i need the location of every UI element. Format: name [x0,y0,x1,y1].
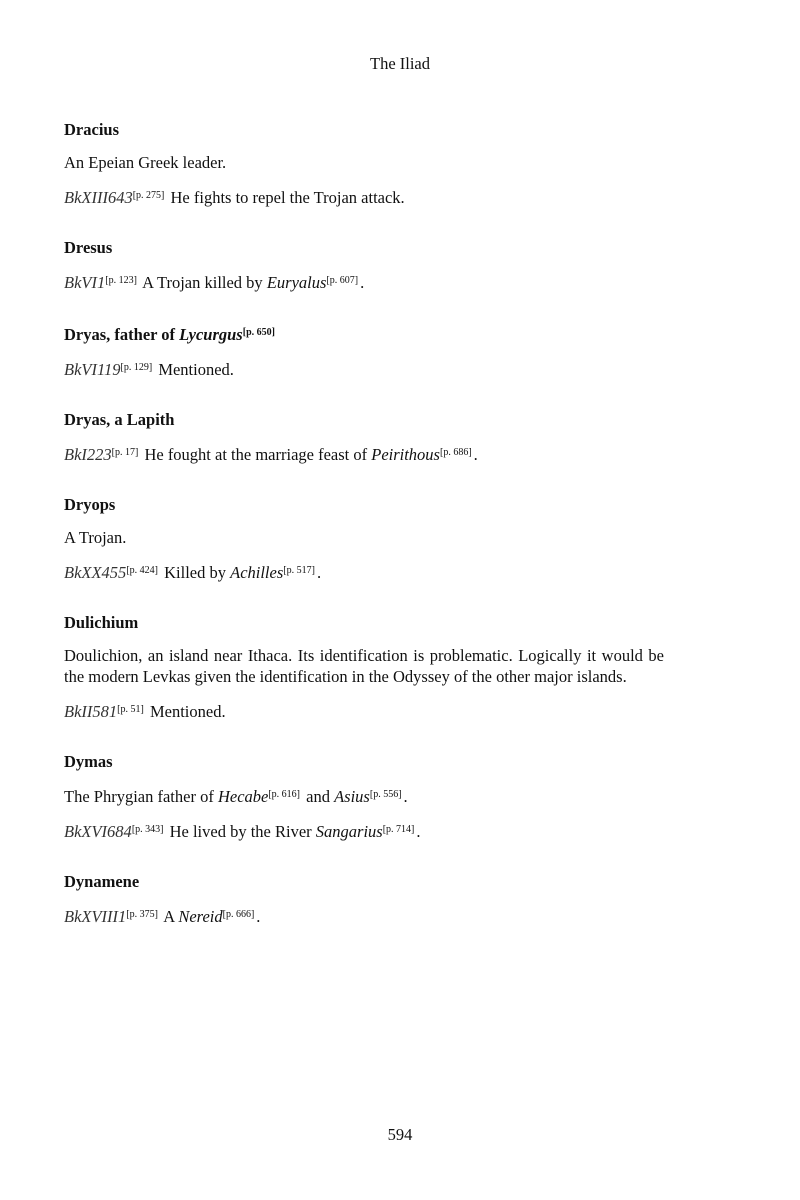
cross-reference-link[interactable]: Euryalus [266,273,327,292]
sentence-end: . [473,445,478,464]
entry-heading: Dulichium [64,613,139,632]
cross-reference-link[interactable]: Achilles [230,563,284,582]
reference-text: A [163,907,175,926]
page-reference: [p. 17] [111,447,139,458]
sentence-end: . [416,822,421,841]
page-reference: [p. 424] [126,565,158,576]
page-number: 594 [387,1125,413,1144]
entry-heading: Dresus [64,238,113,257]
page-reference: [p. 517] [283,565,315,576]
entry-reference [64,560,664,583]
heading-text: Dryas, father of [64,325,176,344]
cross-reference-link[interactable]: Peirithous [371,445,440,464]
page-reference: [p. 616] [268,789,301,800]
reference-text: Mentioned. [158,360,234,379]
reference-text: He lived by the River [169,822,312,841]
heading-cross-reference-link[interactable]: Lycurgus [179,325,243,344]
reference-text: Killed by [164,563,226,582]
sentence-end: . [403,787,408,806]
entry-heading: Dymas [64,752,113,771]
sentence-end: . [256,907,261,926]
entry-dracius [64,120,664,208]
entry-dresus [64,238,664,293]
page-reference: [p. 275] [132,190,165,201]
book-reference-link[interactable]: BkI223 [64,445,112,464]
sentence-end: . [360,273,365,292]
entry-dynamene [64,872,664,927]
entry-heading: Dynamene [64,872,140,891]
entry-reference [64,270,664,293]
reference-text: He fought at the marriage feast of [144,445,368,464]
entry-reference [64,357,664,380]
entry-dryops [64,495,664,583]
page-reference: [p. 51] [117,704,144,715]
book-reference-link[interactable]: BkXVIII1 [64,907,127,926]
page-reference: [p. 343] [131,824,164,835]
entry-dymas [64,752,664,842]
cross-reference-link[interactable]: Hecabe [217,787,269,806]
page-reference: [p. 666] [222,909,255,920]
entry-reference [64,185,664,208]
page-reference: [p. 607] [326,275,359,286]
page-reference: [p. 375] [126,909,158,920]
book-reference-link[interactable]: BkII581 [64,702,118,721]
entry-reference [64,819,664,842]
entry-description [64,784,664,807]
entry-heading: Dryas, a Lapith [64,410,175,429]
reference-text: He fights to repel the Trojan attack. [170,188,405,207]
entry-dryas-lapith [64,410,664,465]
book-reference-link[interactable]: BkVI1 [64,273,106,292]
entry-description: Doulichion, an island near Ithaca. Its identification is problematic. Logically it would be the modern Levkas given the identification in the Odyssey of the other major islands. [64,646,664,686]
cross-reference-link[interactable]: Asius [334,787,370,806]
reference-text: Mentioned. [149,702,226,721]
entry-reference [64,904,664,927]
entry-heading: Dryops [64,495,116,514]
sentence-end: . [316,563,322,582]
description-text: and [306,787,330,806]
page-reference: [p. 714] [382,824,415,835]
cross-reference-link[interactable]: Sangarius [315,822,383,841]
entry-dulichium [64,613,664,722]
entry-reference [64,699,664,722]
book-reference-link[interactable]: BkVI119 [64,360,121,379]
entry-dryas-father [64,323,664,380]
entry-heading: Dracius [64,120,119,139]
book-reference-link[interactable]: BkXIII643 [64,188,133,207]
entry-description: An Epeian Greek leader. [64,153,227,172]
entry-heading [64,323,664,345]
book-reference-link[interactable]: BkXVI684 [64,822,132,841]
entry-reference [64,442,664,465]
cross-reference-link[interactable]: Nereid [178,907,223,926]
page-reference: [p. 129] [120,362,153,373]
running-head: The Iliad [369,54,430,73]
page-reference: [p. 650] [242,327,275,338]
reference-text: A Trojan killed by [142,273,263,292]
page-reference: [p. 556] [369,789,402,800]
book-reference-link[interactable]: BkXX455 [64,563,127,582]
page-reference: [p. 686] [439,447,472,458]
entry-description: A Trojan. [64,528,127,547]
page-reference: [p. 123] [105,275,137,286]
description-text: The Phrygian father of [64,787,214,806]
glossary-content [64,120,664,957]
